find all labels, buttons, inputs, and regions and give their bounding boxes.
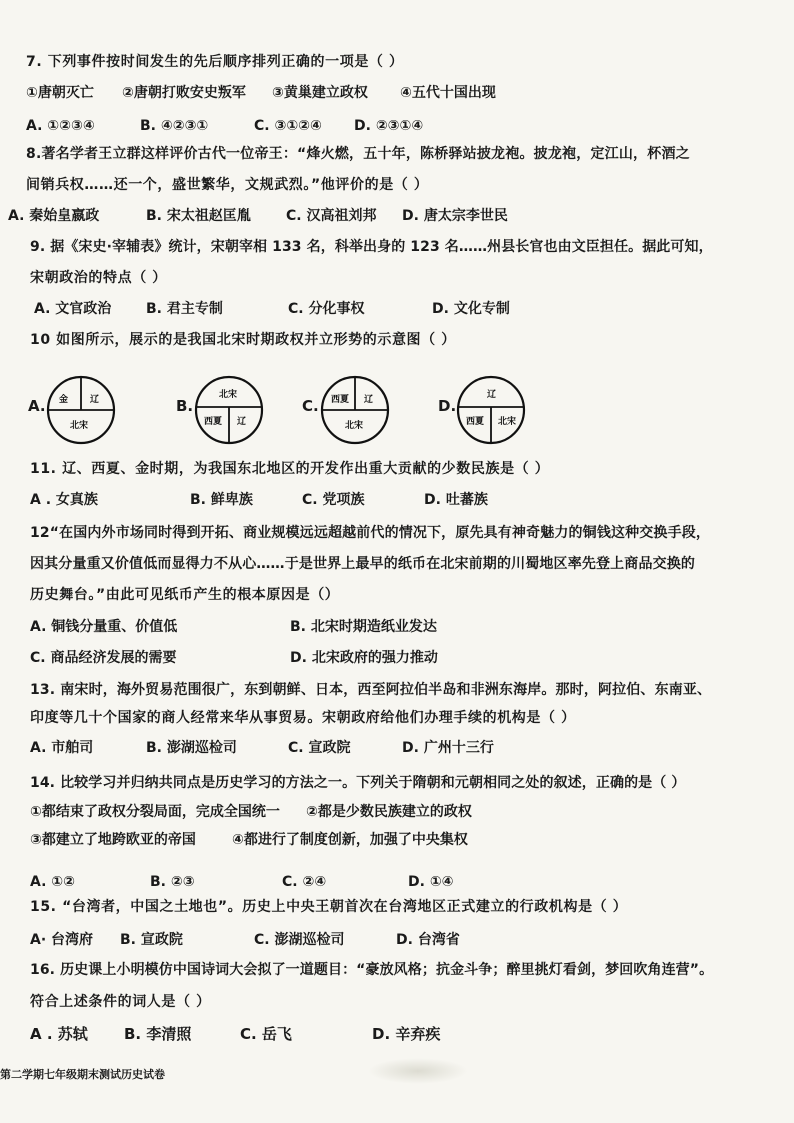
q14-option-c: C. ②④ (282, 874, 327, 890)
q14-option-d: D. ①④ (408, 874, 454, 890)
q7-stem: 7. 下列事件按时间发生的先后顺序排列正确的一项是（ ） (26, 54, 404, 70)
q8-option-a: A. 秦始皇嬴政 (8, 208, 100, 224)
q11-stem: 11. 辽、西夏、金时期，为我国东北地区的开发作出重大贡献的少数民族是（ ） (30, 461, 550, 477)
q9-option-c: C. 分化事权 (288, 301, 365, 317)
q13-stem-line2: 印度等几十个国家的商人经常来华从事贸易。宋朝政府给他们办理手续的机构是（ ） (30, 710, 576, 726)
q12-stem-line2: 因其分量重又价值低而显得力不从心……于是世界上最早的纸币在北宋前期的川蜀地区率先登上商品交换的 (30, 556, 696, 572)
q10-c-region-bottom: 北宋 (345, 421, 364, 431)
q8-option-c: C. 汉高祖刘邦 (286, 208, 377, 224)
q16-option-b: B. 李清照 (124, 1025, 192, 1043)
q14-statement-1: ①都结束了政权分裂局面，完成全国统一 (30, 804, 280, 820)
q13-option-c: C. 宣政院 (288, 740, 351, 756)
q10-diagram-c (318, 373, 392, 447)
q16-stem-line1: 16. 历史课上小明模仿中国诗词大会拟了一道题目：“豪放风格；抗金斗争；醉里挑灯看剑，梦回吹角连营”。 (30, 962, 714, 978)
q7-option-a: A. ①②③④ (26, 118, 95, 134)
q10-c-region-top-right: 辽 (364, 395, 374, 405)
q11-option-d: D. 吐蕃族 (424, 492, 488, 508)
q14-statement-3: ③都建立了地跨欧亚的帝国 (30, 832, 196, 848)
q8-option-b: B. 宋太祖赵匡胤 (146, 208, 251, 224)
q9-option-d: D. 文化专制 (432, 301, 510, 317)
q14-statement-4: ④都进行了制度创新，加强了中央集权 (232, 832, 468, 848)
q10-b-region-bottom-right: 辽 (237, 417, 247, 427)
q7-event-3: ③黄巢建立政权 (272, 85, 368, 101)
q12-option-c: C. 商品经济发展的需要 (30, 650, 177, 666)
q8-stem-line1: 8.著名学者王立群这样评价古代一位帝王：“烽火燃，五十年，陈桥驿站披龙袍。披龙袍，定江山，杯酒之 (26, 146, 690, 162)
q11-option-a: A . 女真族 (30, 492, 98, 508)
q10-b-region-top: 北宋 (219, 390, 238, 400)
q15-option-c: C. 澎湖巡检司 (254, 932, 345, 948)
q10-a-region-top-right: 辽 (90, 395, 100, 405)
q16-option-a: A . 苏轼 (30, 1025, 88, 1043)
q10-c-region-top-left: 西夏 (331, 395, 350, 405)
q9-option-a: A. 文官政治 (34, 301, 112, 317)
q8-option-d: D. 唐太宗李世民 (402, 208, 508, 224)
q7-option-b: B. ④②③① (140, 118, 209, 134)
q7-event-1: ①唐朝灭亡 (26, 85, 94, 101)
q15-option-b: B. 宣政院 (120, 932, 183, 948)
q14-stem: 14. 比较学习并归纳共同点是历史学习的方法之一。下列关于隋朝和元朝相同之处的叙述，正确的是（ ） (30, 775, 686, 791)
q9-stem-line2: 宋朝政治的特点（ ） (30, 270, 167, 286)
q15-option-a: A· 台湾府 (30, 932, 94, 948)
q9-option-b: B. 君主专制 (146, 301, 223, 317)
q14-option-a: A. ①② (30, 874, 75, 890)
q13-option-a: A. 市舶司 (30, 740, 94, 756)
q10-a-region-bottom: 北宋 (70, 421, 89, 431)
q12-option-b: B. 北宋时期造纸业发达 (290, 619, 437, 635)
q13-stem-line1: 13. 南宋时，海外贸易范围很广，东到朝鲜、日本，西至阿拉伯半岛和非洲东海岸。那时，阿拉伯、东南亚、 (30, 682, 712, 698)
q10-diagram-c-letter: C. (302, 397, 319, 415)
q10-diagram-a-letter: A. (28, 397, 46, 415)
q14-option-b: B. ②③ (150, 874, 195, 890)
q7-option-c: C. ③①②④ (254, 118, 322, 134)
q16-option-c: C. 岳飞 (240, 1025, 292, 1043)
q10-d-region-top: 辽 (487, 390, 497, 400)
q13-option-d: D. 广州十三行 (402, 740, 494, 756)
scan-smudge (368, 1058, 468, 1084)
q9-stem-line1: 9. 据《宋史·宰辅表》统计，宋朝宰相 133 名，科举出身的 123 名……州县长官也由文臣担任。据此可知， (30, 239, 713, 255)
q12-stem-line1: 12“在国内外市场同时得到开拓、商业规模远远超越前代的情况下，原先具有神奇魅力的铜钱这种交换手段， (30, 525, 711, 541)
q10-diagram-d-letter: D. (438, 397, 457, 415)
q8-stem-line2: 间销兵权……还一个，盛世繁华，文规武烈。”他评价的是（ ） (26, 177, 429, 193)
q12-option-d: D. 北宋政府的强力推动 (290, 650, 438, 666)
q16-stem-line2: 符合上述条件的词人是（ ） (30, 994, 211, 1010)
q10-diagram-b-letter: B. (176, 397, 194, 415)
q7-event-4: ④五代十国出现 (400, 85, 496, 101)
q11-option-c: C. 党项族 (302, 492, 365, 508)
q14-statement-2: ②都是少数民族建立的政权 (306, 804, 472, 820)
q7-event-2: ②唐朝打败安史叛军 (122, 85, 246, 101)
q10-diagram-a (44, 373, 118, 447)
q10-stem: 10 如图所示，展示的是我国北宋时期政权并立形势的示意图（ ） (30, 332, 456, 348)
q10-diagram-d (454, 373, 528, 447)
page-footer: 第二学期七年级期末测试历史试卷 (0, 1068, 165, 1081)
q13-option-b: B. 澎湖巡检司 (146, 740, 237, 756)
q10-diagram-b (192, 373, 266, 447)
q10-a-region-top-left: 金 (59, 395, 69, 405)
q10-d-region-bottom-right: 北宋 (498, 417, 517, 427)
q11-option-b: B. 鲜卑族 (190, 492, 253, 508)
q12-stem-line3: 历史舞台。”由此可见纸币产生的根本原因是（） (30, 587, 340, 603)
q10-b-region-bottom-left: 西夏 (204, 417, 223, 427)
q15-option-d: D. 台湾省 (396, 932, 460, 948)
q10-d-region-bottom-left: 西夏 (466, 417, 485, 427)
q16-option-d: D. 辛弃疾 (372, 1025, 441, 1043)
q15-stem: 15. “台湾者，中国之土地也”。历史上中央王朝首次在台湾地区正式建立的行政机构是（ ） (30, 899, 628, 915)
q7-option-d: D. ②③①④ (354, 118, 424, 134)
q12-option-a: A. 铜钱分量重、价值低 (30, 619, 178, 635)
